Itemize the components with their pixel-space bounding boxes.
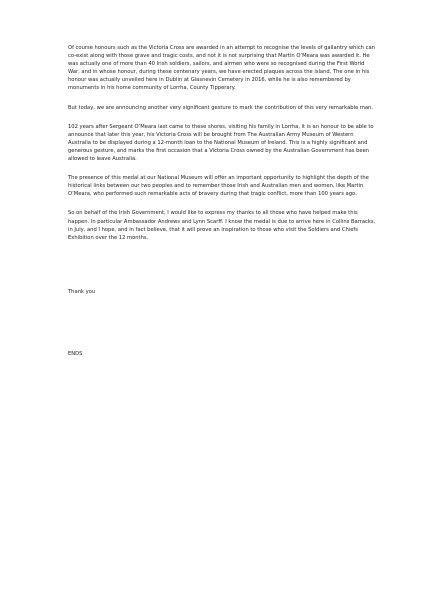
paragraph-thanks-on-behalf: So on behalf of the Irish Government, I would like to express my thanks to all those who have helped make this happen. In particular Ambassador Andrews and Lynn Scarff. I know the medal is due to arrive here in Collins Barracks, in July, and I hope, and in fact believe, that it will prove an inspiration to those who visit the Soldiers and Chiefs Exhibition over the 12 months. <box>68 210 376 241</box>
document-body <box>68 44 376 242</box>
paragraph-significant-gesture: But today, we are announcing another very significant gesture to mark the contribution of this very remarkable man. <box>68 104 373 111</box>
closing-thank-you: Thank you <box>68 289 96 295</box>
paragraph-medal-loan-announcement: 102 years after Sergeant O’Meara last came to these shores, visiting his family in Lorrha, it is an honour to be able to announce that later this year, his Victoria Cross will be brought from The Australian Army Museum of Western Australia to be displayed during a 12-month loan to the National Museum of Ireland. This is a highly significant and generous gesture, and marks the first occasion that a Victoria Cross owned by the Australian Government has been allowed to leave Australia. <box>68 123 374 163</box>
paragraph-victoria-cross-honours: Of course honours such as the Victoria Cross are awarded in an attempt to recognise the levels of gallantry which can co-exist along with those grave and tragic costs, and not it is not surprising that Martin O’Meara was awarded it. He was actually one of more than 40 Irish soldiers, sailors, and airmen who were so recognised during the First World War, and in whose honour, during these centenary years, we have erected plaques across the island. The one in his honour was actually unveiled here in Dublin at Glasnevin Cemetery in 2016, while he is also remembered by monuments in his home community of Lorrha, County Tipperary. <box>68 45 375 92</box>
paragraph-national-museum-presence: The presence of this medal at our National Museum will offer an important opportunity to highlight the depth of the historical links between our two peoples and to remember those Irish and Australian men and women, like Martin O’Meara, who performed such remarkable acts of bravery during that tragic conflict, more than 100 years ago. <box>68 175 369 198</box>
ends-marker: ENDS <box>68 351 83 357</box>
